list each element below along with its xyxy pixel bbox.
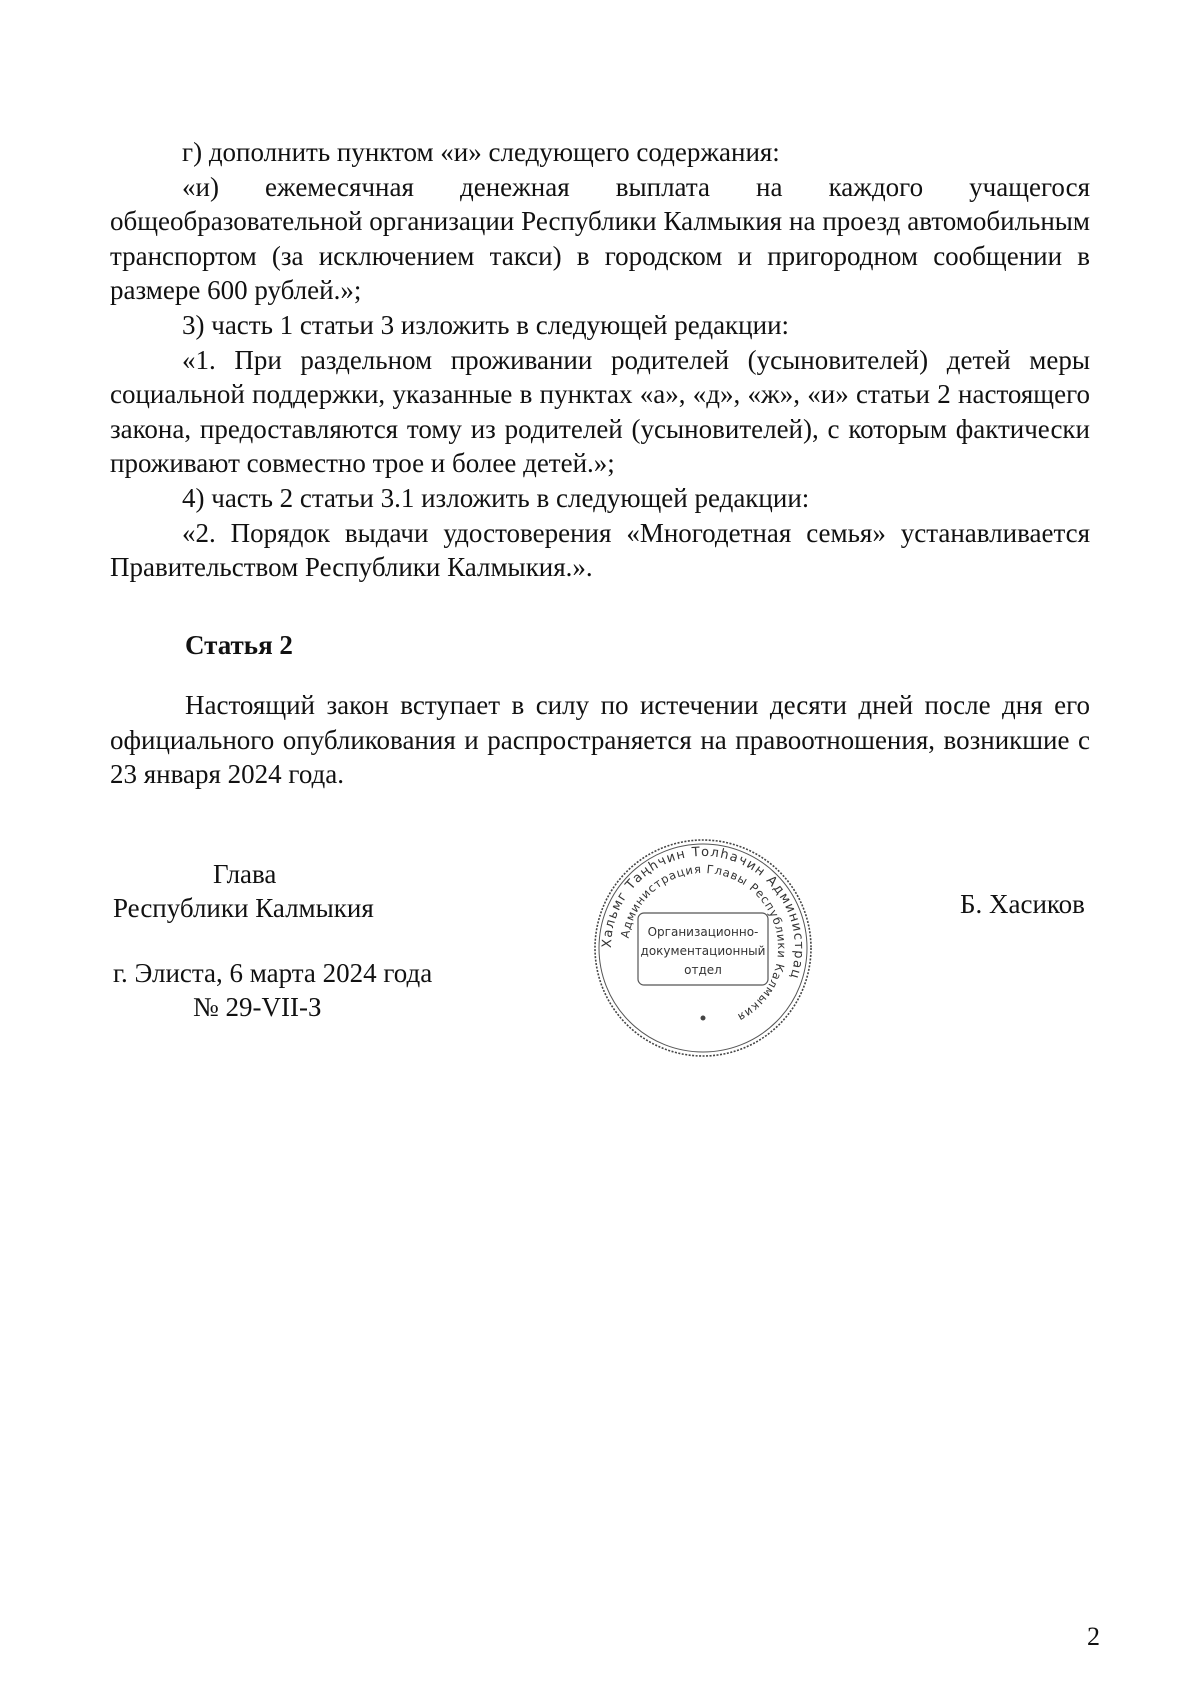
paragraph-amendment-3: 3) часть 1 статьи 3 изложить в следующей редакции:: [182, 309, 790, 340]
official-seal: [588, 833, 818, 1063]
article-2-text: Настоящий закон вступает в силу по истечении десяти дней после дня его официального опубликования и распространяется на правоотношения, возникшие с 23 января 2024 года.: [110, 690, 1090, 790]
paragraph-amendment-4: 4) часть 2 статьи 3.1 изложить в следующей редакции:: [182, 482, 810, 513]
paragraph-item-i: «и) ежемесячная денежная выплата на каждого учащегося общеобразовательной организации Республики Калмыкия на проезд автомобильным транспортом (за исключением такси) в городском и пригородном сообщении в размере 600 рублей.»;: [110, 171, 1090, 306]
seal-dot: [701, 1016, 706, 1021]
signatory-title-line2: Республики Калмыкия: [113, 893, 374, 923]
seal-center-line1: Организационно-: [647, 925, 759, 939]
signatory-name: Б. Хасиков: [960, 889, 1085, 919]
paragraph-amendment-g: г) дополнить пунктом «и» следующего содержания:: [182, 137, 780, 167]
signatory-title-line1: Глава: [213, 859, 277, 889]
article-2-heading: Статья 2: [185, 630, 293, 660]
seal-outer-text: Хальмг Таңһчин Толһачин Администрац: [599, 844, 807, 982]
place-date: г. Элиста, 6 марта 2024 года: [113, 958, 433, 988]
law-number: № 29-VII-З: [193, 992, 322, 1022]
page-number: 2: [1087, 1622, 1100, 1651]
seal-center-line3: отдел: [684, 963, 722, 977]
paragraph-part-2: «2. Порядок выдачи удостоверения «Многодетная семья» устанавливается Правительством Республики Калмыкия.».: [110, 517, 1090, 583]
document-body: [110, 135, 1090, 585]
seal-center-line2: документационный: [640, 944, 766, 958]
paragraph-part-1: «1. При раздельном проживании родителей (усыновителей) детей меры социальной поддержки, указанные в пунктах «а», «д», «ж», «и» статьи 2 настоящего закона, предоставляются тому из родителей (усыновителей), с которым фактически проживают совместно трое и более детей.»;: [110, 344, 1090, 479]
seal-inner-text: Администрация Главы Республики Калмыкия: [617, 861, 790, 1025]
